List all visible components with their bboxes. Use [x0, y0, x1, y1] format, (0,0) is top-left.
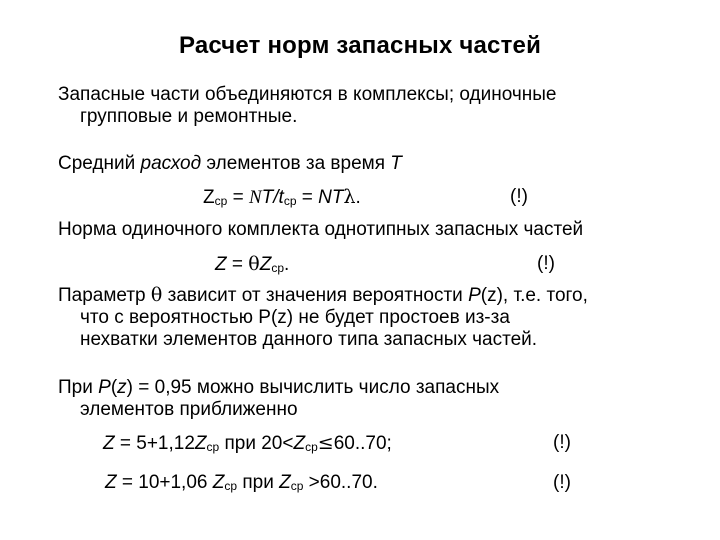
text-run: при 20< [219, 433, 294, 454]
subscript: ср [305, 440, 318, 454]
paragraph-line: что с вероятностью P(z) не будет простоев из-за [80, 307, 510, 328]
paragraph-line: элементов приближенно [80, 399, 298, 420]
subscript: ср [214, 194, 228, 208]
text-run: Параметр [58, 285, 151, 306]
subscript: ср [290, 479, 304, 493]
theta-symbol: θ [150, 284, 163, 306]
text-run: >60..70. [303, 472, 378, 493]
paragraph-single-kit-norm [58, 219, 708, 241]
formula-high-range [105, 472, 378, 494]
text-run: ) = 0,95 можно вычислить число запасных [126, 377, 500, 398]
var-z: Z [279, 472, 291, 493]
formula-mark: (!) [510, 186, 528, 207]
text-run: (z), т.е. того, [480, 285, 588, 306]
text-run: . [284, 254, 290, 275]
text-run: = [296, 187, 319, 208]
theta-symbol: θ [248, 253, 260, 275]
text-run: = [226, 254, 249, 275]
var-z: Z [259, 254, 272, 275]
paragraph-line: Норма одиночного комплекта однотипных запасных частей [58, 219, 584, 240]
paragraph-approximation [58, 377, 708, 421]
paragraph-line: Запасные части объединяются в комплексы; одиночные [58, 84, 557, 105]
formula-low-range [103, 432, 392, 455]
formula-mark: (!) [553, 472, 571, 493]
paragraph-kit-types [58, 84, 708, 128]
text-run: . [355, 187, 361, 208]
var-z: Z [105, 472, 117, 493]
formula-average-consumption [203, 186, 361, 209]
page-title: Расчет норм запасных частей [178, 32, 542, 59]
var-t-ratio: T/t [261, 187, 284, 208]
var-z: Z [293, 433, 306, 454]
subscript: ср [271, 261, 285, 275]
text-run: ( [110, 377, 118, 398]
lambda-symbol: λ [343, 186, 356, 208]
formula-mark: (!) [553, 432, 571, 453]
text-run: = 5+1,12 [114, 433, 195, 454]
formula-mark: (!) [537, 253, 555, 274]
subscript: ср [206, 440, 220, 454]
paragraph-line: нехватки элементов данного типа запасных частей. [80, 329, 538, 350]
formula-single-kit [215, 253, 289, 276]
var-z: Z [215, 254, 227, 275]
variable-t: T [390, 153, 402, 174]
var-z: Z [194, 433, 207, 454]
paragraph-line: групповые и ремонтные. [80, 106, 298, 127]
paragraph-average-consumption [58, 153, 708, 175]
text-run: при [237, 472, 280, 493]
var-z: Z [203, 187, 215, 208]
var-n: N [248, 187, 262, 208]
subscript: ср [224, 479, 238, 493]
var-p: P [98, 377, 111, 398]
var-p: P [468, 285, 481, 306]
text-run: = 10+1,06 [116, 472, 213, 493]
paragraph-theta-parameter [58, 284, 708, 351]
var-z: Z [103, 433, 115, 454]
subscript: ср [283, 194, 297, 208]
text-run: 60..70; [333, 433, 392, 454]
var-z: Z [212, 472, 225, 493]
text-run: = [227, 187, 249, 208]
text-run: элементов за время [201, 153, 391, 174]
var-z-small: z [117, 377, 127, 398]
var-nt: NT [318, 187, 344, 208]
less-equal-symbol: ≤ [317, 432, 334, 454]
text-run: зависит от значения вероятности [162, 285, 469, 306]
text-run: При [58, 377, 99, 398]
emphasis-text: расход [140, 153, 202, 174]
text-run: Средний [58, 153, 141, 174]
